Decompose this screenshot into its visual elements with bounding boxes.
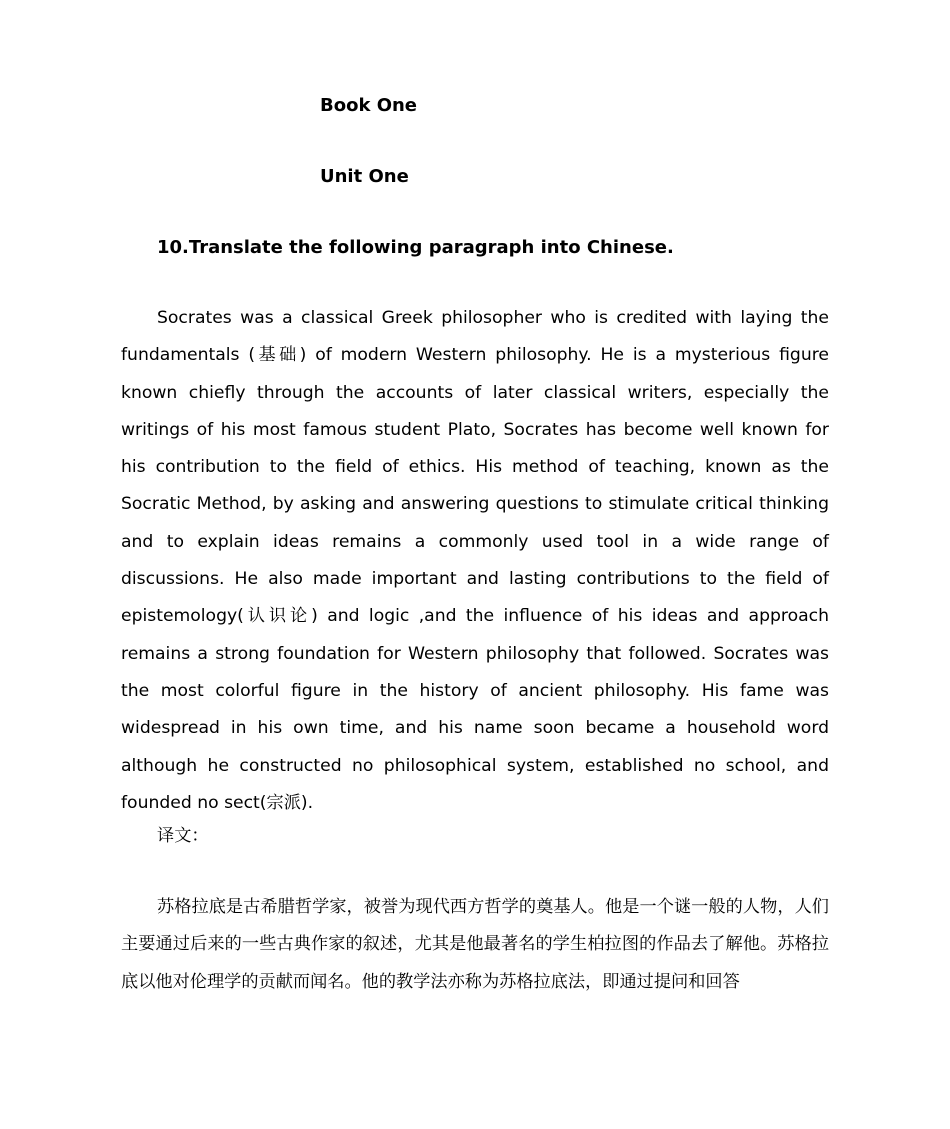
translation-label: 译文： (157, 826, 209, 846)
book-title: Book One (320, 95, 418, 116)
task-title: 10.Translate the following paragraph into Chinese. (157, 237, 674, 258)
english-paragraph: Socrates was a classical Greek philosopher who is credited with laying the fundamentals (基础) of modern Western philosophy. He is a mysterious figure known chiefly through the accounts of later classical writers, especially the writings of his most famous student Plato, Socrates has become well known for his contribution to the field of ethics. His method of teaching, known as the Socratic Method, by asking and answering questions to stimulate critical thinking and to explain ideas remains a commonly used tool in a wide range of discussions. He also made important and lasting contributions to the field of epistemology(认识论) and logic ,and the influence of his ideas and approach remains a strong foundation for Western philosophy that followed. Socrates was the most colorful figure in the history of ancient philosophy. His fame was widespread in his own time, and his name soon became a household word although he constructed no philosophical system, established no school, and founded no sect(宗派). (121, 308, 829, 813)
chinese-paragraph: 苏格拉底是古希腊哲学家，被誉为现代西方哲学的奠基人。他是一个谜一般的人物，人们主要通过后来的一些古典作家的叙述，尤其是他最著名的学生柏拉图的作品去了解他。苏格拉底以他对伦理学的贡献而闻名。他的教学法亦称为苏格拉底法，即通过提问和回答 (121, 897, 829, 992)
unit-title: Unit One (320, 166, 409, 187)
